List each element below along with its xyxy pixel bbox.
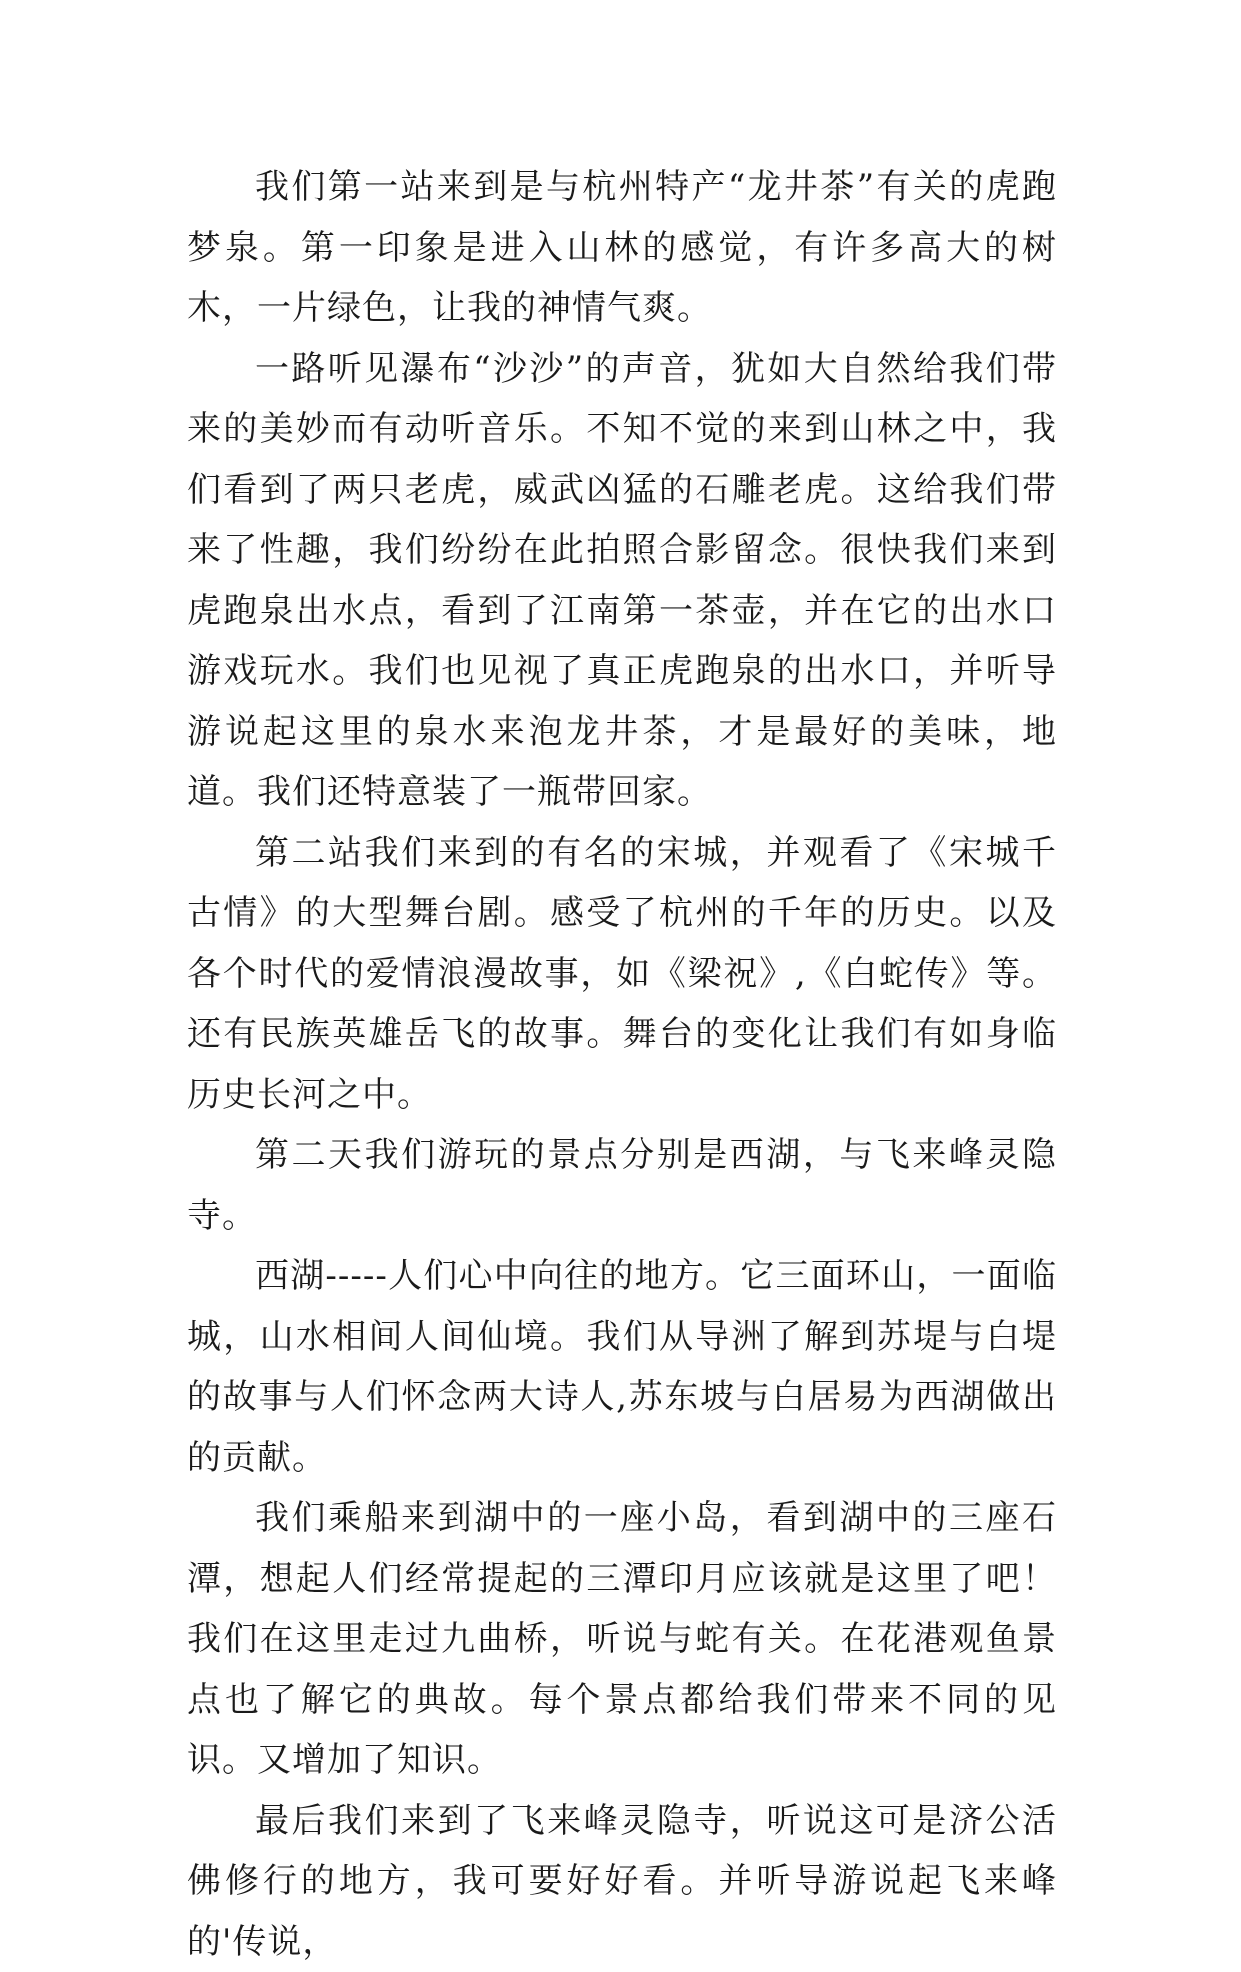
paragraph-day-two: 第二天我们游玩的景点分别是西湖，与飞来峰灵隐寺。: [187, 1125, 1057, 1246]
paragraph-lingyin-temple: 最后我们来到了飞来峰灵隐寺，听说这可是济公活佛修行的地方，我可要好好看。并听导游说起飞来峰的'传说，: [187, 1791, 1057, 1972]
paragraph-songcheng: 第二站我们来到的有名的宋城，并观看了《宋城千古情》的大型舞台剧。感受了杭州的千年的历史。以及各个时代的爱情浪漫故事，如《梁祝》,《白蛇传》等。还有民族英雄岳飞的故事。舞台的变化让我们有如身临历史长河之中。: [187, 823, 1057, 1126]
paragraph-island: 我们乘船来到湖中的一座小岛，看到湖中的三座石潭，想起人们经常提起的三潭印月应该就是这里了吧！我们在这里走过九曲桥，听说与蛇有关。在花港观鱼景点也了解它的典故。每个景点都给我们带来不同的见识。又增加了知识。: [187, 1488, 1057, 1791]
paragraph-west-lake: 西湖-----人们心中向往的地方。它三面环山，一面临城，山水相间人间仙境。我们从导洲了解到苏堤与白堤的故事与人们怀念两大诗人,苏东坡与白居易为西湖做出的贡献。: [187, 1246, 1057, 1488]
document-body: [187, 157, 1057, 1972]
paragraph-hupao-spring: 我们第一站来到是与杭州特产“龙井茶”有关的虎跑梦泉。第一印象是进入山林的感觉，有许多高大的树木，一片绿色，让我的神情气爽。: [187, 157, 1057, 339]
paragraph-waterfall: 一路听见瀑布“沙沙”的声音，犹如大自然给我们带来的美妙而有动听音乐。不知不觉的来到山林之中，我们看到了两只老虎，威武凶猛的石雕老虎。这给我们带来了性趣，我们纷纷在此拍照合影留念。很快我们来到虎跑泉出水点，看到了江南第一茶壶，并在它的出水口游戏玩水。我们也见视了真正虎跑泉的出水口，并听导游说起这里的泉水来泡龙井茶，才是最好的美味，地道。我们还特意装了一瓶带回家。: [187, 339, 1057, 823]
